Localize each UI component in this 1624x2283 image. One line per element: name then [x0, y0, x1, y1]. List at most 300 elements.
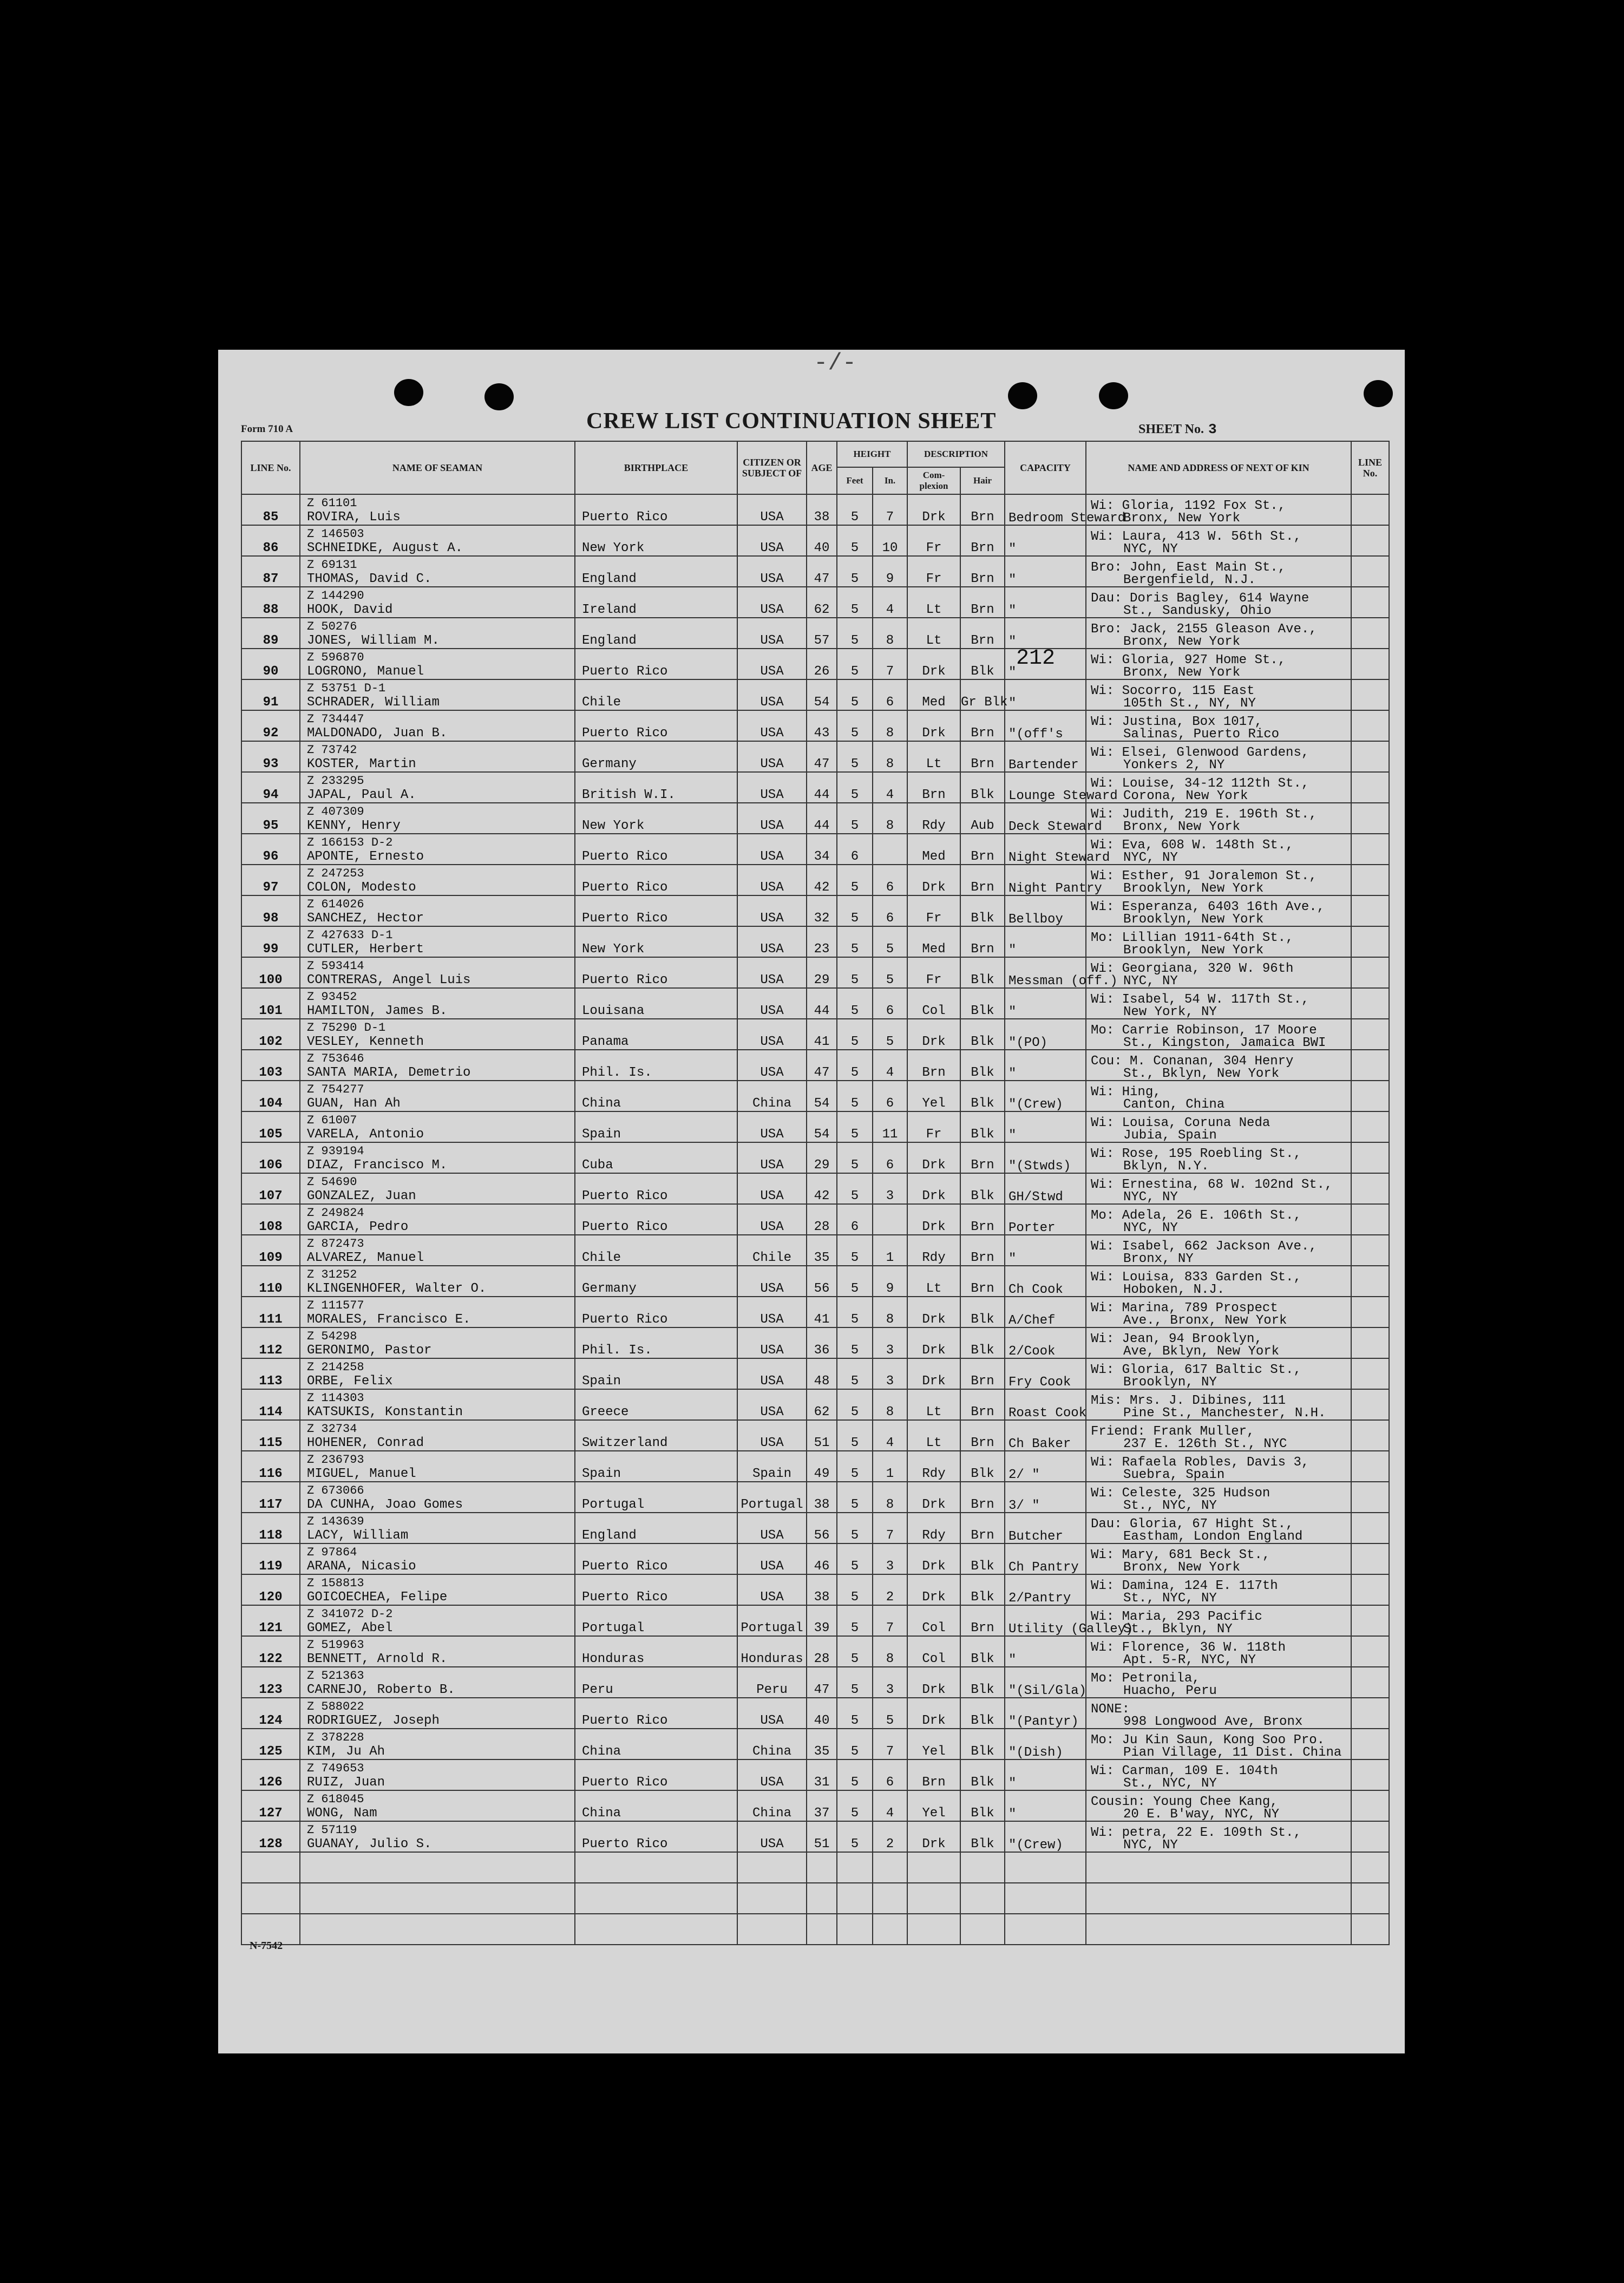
seaman-z-number: Z 754277	[307, 1083, 364, 1096]
age	[807, 895, 837, 926]
complexion	[907, 772, 960, 803]
seaman-z-number: Z 939194	[307, 1144, 364, 1158]
line-number	[241, 1050, 300, 1081]
table-row	[241, 1050, 1389, 1081]
height-feet-value: 5	[850, 973, 859, 987]
height-inches	[873, 618, 907, 649]
height-inches	[873, 772, 907, 803]
birthplace	[575, 957, 737, 988]
next-of-kin	[1086, 1327, 1351, 1358]
complexion-value: Drk	[922, 1220, 946, 1234]
citizenship	[737, 1482, 807, 1513]
birthplace-value: Ireland	[582, 603, 637, 617]
seaman-name	[300, 1513, 575, 1543]
capacity-value: 3/ "	[1009, 1499, 1040, 1513]
age	[807, 772, 837, 803]
height-inches-value: 4	[886, 603, 894, 617]
line-number	[241, 1173, 300, 1204]
next-of-kin	[1086, 1173, 1351, 1204]
height-inches-value: 4	[886, 1065, 894, 1080]
birthplace	[575, 1852, 737, 1883]
seaman-name	[300, 1327, 575, 1358]
seaman-name-value: GOMEZ, Abel	[307, 1621, 393, 1636]
hair	[960, 1636, 1005, 1667]
complexion	[907, 1574, 960, 1605]
citizenship	[737, 1451, 807, 1482]
line-number-right	[1351, 1729, 1389, 1759]
line-number-value: 123	[259, 1683, 283, 1697]
hair-value: Brn	[971, 1497, 994, 1512]
table-row	[241, 710, 1389, 741]
seaman-name-value: BENNETT, Arnold R.	[307, 1652, 448, 1666]
table-row	[241, 1914, 1389, 1945]
next-of-kin	[1086, 1050, 1351, 1081]
citizenship	[737, 1667, 807, 1698]
age-value: 47	[814, 1065, 830, 1080]
line-number	[241, 1883, 300, 1914]
next-of-kin-line2: Suebra, Spain	[1123, 1468, 1225, 1482]
complexion	[907, 1204, 960, 1235]
next-of-kin	[1086, 1451, 1351, 1482]
height-feet-value: 5	[850, 1158, 859, 1173]
height-inches	[873, 1513, 907, 1543]
next-of-kin-line1: Mis: Mrs. J. Dibines, 111	[1091, 1394, 1286, 1408]
age	[807, 926, 837, 957]
hair-value: Brn	[971, 603, 994, 617]
birthplace	[575, 1543, 737, 1574]
binder-hole	[1364, 380, 1393, 407]
hair-value: Brn	[971, 572, 994, 586]
line-number-value: 117	[259, 1497, 283, 1512]
birthplace-value: New York	[582, 819, 645, 833]
capacity	[1005, 926, 1086, 957]
height-inches-value: 4	[886, 1436, 894, 1450]
complexion-value: Rdy	[922, 1528, 946, 1543]
seaman-name	[300, 1883, 575, 1914]
height-feet	[837, 1389, 873, 1420]
age-value: 38	[814, 1497, 830, 1512]
next-of-kin-line1: Dau: Gloria, 67 Hight St.,	[1091, 1517, 1294, 1532]
seaman-name-value: MIGUEL, Manuel	[307, 1467, 416, 1481]
height-feet	[837, 1543, 873, 1574]
age-value: 56	[814, 1528, 830, 1543]
birthplace	[575, 1266, 737, 1297]
capacity	[1005, 1358, 1086, 1389]
seaman-name	[300, 1204, 575, 1235]
age-value: 32	[814, 911, 830, 926]
line-number-right	[1351, 957, 1389, 988]
complexion	[907, 988, 960, 1019]
capacity-value: Night Pantry	[1009, 881, 1102, 896]
seaman-z-number: Z 614026	[307, 898, 364, 911]
next-of-kin-line1: Wi: Georgiana, 320 W. 96th	[1091, 961, 1294, 976]
height-feet	[837, 895, 873, 926]
capacity-value: "(Pantyr)	[1009, 1715, 1079, 1729]
line-number	[241, 1327, 300, 1358]
age	[807, 803, 837, 834]
hair-value: Brn	[971, 849, 994, 864]
citizenship-value: USA	[760, 1528, 784, 1543]
seaman-z-number: Z 61101	[307, 496, 357, 510]
birthplace-value: England	[582, 1528, 637, 1543]
complexion-value: Lt	[926, 603, 942, 617]
citizenship	[737, 834, 807, 865]
birthplace-value: England	[582, 572, 637, 586]
age	[807, 494, 837, 525]
height-inches	[873, 1883, 907, 1914]
age	[807, 1142, 837, 1173]
complexion-value: Lt	[926, 633, 942, 648]
hair-value: Brn	[971, 726, 994, 741]
col-description: DESCRIPTION	[907, 441, 1005, 467]
hair-value: Blk	[971, 1713, 994, 1728]
line-number-right	[1351, 1297, 1389, 1327]
next-of-kin-line2: NYC, NY	[1123, 974, 1178, 989]
hair-value: Blk	[971, 1806, 994, 1821]
birthplace	[575, 865, 737, 895]
age	[807, 741, 837, 772]
height-inches-value: 5	[886, 942, 894, 957]
age-value: 44	[814, 1004, 830, 1018]
seaman-z-number: Z 93452	[307, 990, 357, 1004]
capacity	[1005, 1266, 1086, 1297]
height-feet	[837, 1173, 873, 1204]
birthplace	[575, 1883, 737, 1914]
line-number-value: 108	[259, 1220, 283, 1234]
height-feet-value: 5	[850, 633, 859, 648]
complexion	[907, 865, 960, 895]
seaman-z-number: Z 146503	[307, 527, 364, 541]
next-of-kin-line1: Wi: Louise, 34-12 112th St.,	[1091, 776, 1309, 791]
birthplace-value: Puerto Rico	[582, 1559, 668, 1574]
age	[807, 525, 837, 556]
age	[807, 649, 837, 679]
capacity-value: "(Sil/Gla)	[1009, 1684, 1087, 1698]
hair-value: Blk	[971, 1837, 994, 1852]
next-of-kin	[1086, 679, 1351, 710]
seaman-name	[300, 926, 575, 957]
line-number-right	[1351, 865, 1389, 895]
birthplace	[575, 1790, 737, 1821]
next-of-kin-line1: Wi: Marina, 789 Prospect	[1091, 1301, 1278, 1316]
birthplace	[575, 1235, 737, 1266]
next-of-kin-line1: Wi: Mary, 681 Beck St.,	[1091, 1548, 1271, 1562]
height-feet	[837, 587, 873, 618]
hair	[960, 1235, 1005, 1266]
next-of-kin-line2: 998 Longwood Ave, Bronx	[1123, 1715, 1303, 1729]
capacity	[1005, 1513, 1086, 1543]
age	[807, 957, 837, 988]
age	[807, 1790, 837, 1821]
capacity	[1005, 741, 1086, 772]
capacity-value: "(Dish)	[1009, 1745, 1063, 1760]
col-feet: Feet	[837, 467, 873, 494]
citizenship-value: USA	[760, 1590, 784, 1605]
birthplace-value: Switzerland	[582, 1436, 668, 1450]
height-inches-value: 6	[886, 880, 894, 895]
height-feet-value: 6	[850, 849, 859, 864]
next-of-kin-line2: Yonkers 2, NY	[1123, 758, 1225, 773]
seaman-name-value: THOMAS, David C.	[307, 572, 432, 586]
next-of-kin-line1: Wi: Eva, 608 W. 148th St.,	[1091, 838, 1294, 853]
sheet-number-value: 3	[1208, 421, 1217, 437]
capacity	[1005, 525, 1086, 556]
seaman-name	[300, 741, 575, 772]
citizenship	[737, 772, 807, 803]
complexion	[907, 1759, 960, 1790]
seaman-name	[300, 1698, 575, 1729]
hair	[960, 1204, 1005, 1235]
complexion-value: Lt	[926, 1436, 942, 1450]
line-number-value: 94	[263, 788, 279, 802]
birthplace	[575, 1574, 737, 1605]
height-inches	[873, 525, 907, 556]
line-number-value: 87	[263, 572, 279, 586]
height-inches-value: 7	[886, 1621, 894, 1636]
height-feet-value: 5	[850, 1683, 859, 1697]
line-number-right	[1351, 1543, 1389, 1574]
birthplace-value: Spain	[582, 1127, 621, 1142]
seaman-z-number: Z 236793	[307, 1453, 364, 1467]
seaman-z-number: Z 144290	[307, 589, 364, 603]
height-feet	[837, 1605, 873, 1636]
birthplace	[575, 1420, 737, 1451]
height-inches	[873, 649, 907, 679]
height-inches-value: 6	[886, 911, 894, 926]
hair	[960, 1883, 1005, 1914]
hair-value: Blk	[971, 911, 994, 926]
next-of-kin-line1: Wi: Maria, 293 Pacific	[1091, 1610, 1262, 1624]
next-of-kin	[1086, 1821, 1351, 1852]
birthplace	[575, 587, 737, 618]
height-inches-value: 9	[886, 572, 894, 586]
complexion	[907, 1081, 960, 1111]
hair	[960, 1389, 1005, 1420]
col-hair: Hair	[960, 467, 1005, 494]
seaman-z-number: Z 143639	[307, 1515, 364, 1528]
line-number-value: 118	[259, 1528, 283, 1543]
table-row	[241, 1142, 1389, 1173]
age-value: 31	[814, 1775, 830, 1790]
complexion-value: Drk	[922, 1312, 946, 1327]
seaman-name-value: GARCIA, Pedro	[307, 1220, 409, 1234]
age	[807, 1389, 837, 1420]
height-inches	[873, 1790, 907, 1821]
complexion-value: Drk	[922, 1189, 946, 1203]
age-value: 36	[814, 1343, 830, 1358]
next-of-kin	[1086, 865, 1351, 895]
height-inches	[873, 1667, 907, 1698]
line-number	[241, 1297, 300, 1327]
next-of-kin-line2: NYC, NY	[1123, 542, 1178, 557]
birthplace	[575, 1821, 737, 1852]
citizenship-value: USA	[760, 633, 784, 648]
next-of-kin	[1086, 1605, 1351, 1636]
complexion	[907, 1852, 960, 1883]
citizenship	[737, 1636, 807, 1667]
height-inches	[873, 741, 907, 772]
complexion	[907, 1451, 960, 1482]
hair	[960, 772, 1005, 803]
seaman-name-value: SCHRADER, William	[307, 695, 440, 710]
complexion-value: Med	[922, 695, 946, 710]
seaman-name	[300, 525, 575, 556]
seaman-name-value: KATSUKIS, Konstantin	[307, 1405, 463, 1419]
complexion	[907, 618, 960, 649]
height-feet-value: 5	[850, 1590, 859, 1605]
capacity	[1005, 494, 1126, 526]
height-inches	[873, 1266, 907, 1297]
birthplace-value: Spain	[582, 1374, 621, 1389]
next-of-kin	[1086, 895, 1351, 926]
age	[807, 1667, 837, 1698]
page-title: CREW LIST CONTINUATION SHEET	[586, 409, 997, 434]
capacity	[1005, 1327, 1086, 1358]
height-feet-value: 5	[850, 1405, 859, 1419]
hair-value: Blk	[971, 664, 994, 679]
seaman-name-value: ARANA, Nicasio	[307, 1559, 416, 1574]
seaman-name	[300, 1852, 575, 1883]
next-of-kin-line2: Ave., Bronx, New York	[1123, 1313, 1287, 1328]
line-number	[241, 741, 300, 772]
line-number-value: 119	[259, 1559, 283, 1574]
birthplace-value: Puerto Rico	[582, 726, 668, 741]
table-row	[241, 1729, 1389, 1759]
seaman-name	[300, 865, 575, 895]
seaman-name-value: KLINGENHOFER, Walter O.	[307, 1281, 487, 1296]
col-capacity: CAPACITY	[1005, 441, 1086, 494]
complexion	[907, 1914, 960, 1945]
capacity	[1005, 1297, 1086, 1327]
hair	[960, 1759, 1005, 1790]
seaman-name-value: RUIZ, Juan	[307, 1775, 385, 1790]
height-feet	[837, 494, 873, 525]
complexion	[907, 1142, 960, 1173]
complexion	[907, 926, 960, 957]
complexion	[907, 1327, 960, 1358]
height-inches-value: 5	[886, 973, 894, 987]
height-inches-value: 8	[886, 819, 894, 833]
seaman-name	[300, 1451, 575, 1482]
height-feet	[837, 926, 873, 957]
next-of-kin-line2: Brooklyn, New York	[1123, 912, 1264, 927]
line-number-right	[1351, 1667, 1389, 1698]
citizenship-value: China	[752, 1806, 791, 1821]
next-of-kin	[1086, 1698, 1351, 1729]
seaman-z-number: Z 247253	[307, 867, 364, 880]
citizenship	[737, 895, 807, 926]
hair	[960, 1821, 1005, 1852]
next-of-kin	[1086, 1204, 1351, 1235]
birthplace-value: Puerto Rico	[582, 1837, 668, 1852]
next-of-kin-line1: Cou: M. Conanan, 304 Henry	[1091, 1054, 1294, 1069]
line-number-right	[1351, 618, 1389, 649]
height-inches	[873, 1759, 907, 1790]
next-of-kin-line1: Wi: Esther, 91 Joralemon St.,	[1091, 869, 1317, 884]
citizenship-value: USA	[760, 788, 784, 802]
complexion-value: Drk	[922, 726, 946, 741]
seaman-z-number: Z 214258	[307, 1360, 364, 1374]
citizenship	[737, 1173, 807, 1204]
next-of-kin-line2: St., Kingston, Jamaica BWI	[1123, 1036, 1326, 1050]
line-number-right	[1351, 1204, 1389, 1235]
capacity	[1005, 1451, 1086, 1482]
seaman-name-value: GUAN, Han Ah	[307, 1096, 401, 1111]
birthplace	[575, 1698, 737, 1729]
height-feet	[837, 1667, 873, 1698]
complexion-value: Fr	[926, 572, 942, 586]
capacity-value: "	[1009, 943, 1017, 958]
line-number-value: 99	[263, 942, 279, 957]
table-row	[241, 1852, 1389, 1883]
complexion	[907, 1883, 960, 1914]
height-inches	[873, 1420, 907, 1451]
next-of-kin	[1086, 710, 1351, 741]
height-inches-value: 10	[882, 541, 898, 555]
line-number-value: 96	[263, 849, 279, 864]
line-number-value: 93	[263, 757, 279, 771]
line-number-right	[1351, 1513, 1389, 1543]
height-feet	[837, 1358, 873, 1389]
age-value: 41	[814, 1035, 830, 1049]
seaman-name	[300, 1821, 575, 1852]
age	[807, 1605, 837, 1636]
seaman-name-value: VESLEY, Kenneth	[307, 1035, 424, 1049]
height-inches-value: 3	[886, 1374, 894, 1389]
seaman-name-value: GUANAY, Julio S.	[307, 1837, 432, 1852]
citizenship-value: USA	[760, 1559, 784, 1574]
birthplace-value: New York	[582, 541, 645, 555]
complexion-value: Med	[922, 849, 946, 864]
capacity	[1005, 1482, 1086, 1513]
height-inches	[873, 1729, 907, 1759]
height-feet-value: 5	[850, 1312, 859, 1327]
age-value: 51	[814, 1436, 830, 1450]
next-of-kin	[1086, 803, 1351, 834]
line-number-value: 102	[259, 1035, 283, 1049]
line-number-value: 100	[259, 973, 283, 987]
line-number-value: 122	[259, 1652, 283, 1666]
age	[807, 1513, 837, 1543]
age	[807, 1050, 837, 1081]
birthplace-value: Peru	[582, 1683, 613, 1697]
complexion	[907, 1543, 960, 1574]
line-number-right	[1351, 1050, 1389, 1081]
complexion	[907, 834, 960, 865]
age	[807, 865, 837, 895]
next-of-kin	[1086, 1759, 1351, 1790]
complexion-value: Col	[922, 1621, 946, 1636]
height-feet-value: 5	[850, 1713, 859, 1728]
hair	[960, 1667, 1005, 1698]
seaman-name	[300, 1050, 575, 1081]
height-inches-value: 3	[886, 1189, 894, 1203]
height-feet	[837, 1297, 873, 1327]
next-of-kin-line2: Brooklyn, New York	[1123, 881, 1264, 896]
line-number-right	[1351, 1389, 1389, 1420]
citizenship-value: USA	[760, 942, 784, 957]
complexion	[907, 1636, 960, 1667]
hair-value: Blk	[971, 1312, 994, 1327]
birthplace	[575, 1327, 737, 1358]
seaman-name-value: HAMILTON, James B.	[307, 1004, 448, 1018]
birthplace	[575, 1389, 737, 1420]
age	[807, 1759, 837, 1790]
line-number-right	[1351, 1821, 1389, 1852]
table-row	[241, 1883, 1389, 1914]
complexion	[907, 1605, 960, 1636]
capacity	[1005, 957, 1118, 989]
